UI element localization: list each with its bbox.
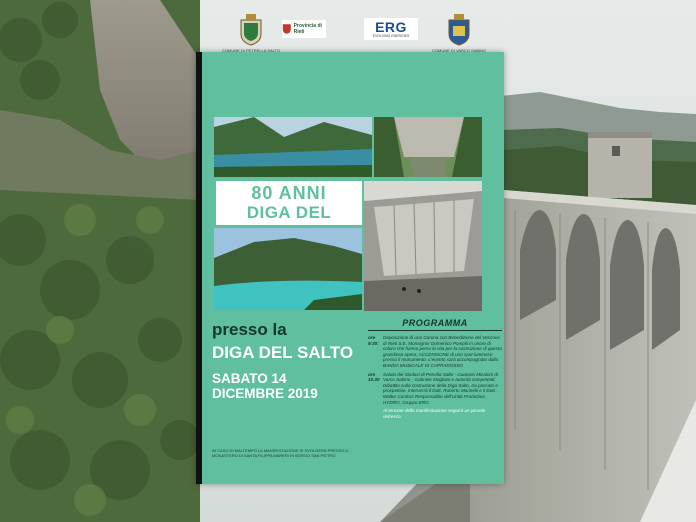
provincia-logo (282, 20, 326, 38)
erg-subtext: EVOLVING ENERGIES (372, 34, 410, 38)
photo-lake-valley (214, 117, 372, 177)
poster-shadow-edge (196, 52, 202, 484)
weather-note: IN CASO DI MALTEMPO LA MANIFESTAZIONE SI SVOLGERÀ PRESSO IL MONASTERO DI SANTA FILIPPA MARERI IN BORGO SAN PIETRO (212, 448, 349, 458)
event-date-day: SABATO 14 (212, 371, 287, 386)
programme-heading: PROGRAMMA (402, 318, 468, 328)
poster-title-block (216, 181, 362, 225)
programme-divider (368, 330, 502, 331)
event-date-month-year: DICEMBRE 2019 (212, 386, 318, 401)
programme-item (368, 335, 502, 369)
photo-lake-panorama (214, 228, 362, 310)
event-location: DIGA DEL SALTO (212, 343, 354, 362)
poster-title-name: DIGA DEL (246, 203, 332, 222)
programme-item (368, 372, 502, 406)
programme-time: ore 10.30 (368, 371, 380, 383)
photo-dam-historic (364, 181, 482, 311)
petrella-logo (222, 14, 280, 53)
programme-text: Saluto dei Sindaci di Petrella Salto - Gaetano Micaloni di Varco Sabino - Gabriele Magliani e autorità competenti. Dibattito sulla costruzione della Diga Salto, tra passato e prospettive. Interverrà il Dott. Roberto Marinelli e il Dott. Walter Cardoni Responsabile dell'Unità Produttiva HYDRO, Gruppo ERG. (383, 371, 498, 405)
petrella-caption: COMUNE DI PETRELLA SALTO (222, 48, 281, 53)
event-info (212, 321, 362, 401)
erg-text: ERG (375, 19, 407, 35)
programme (368, 318, 502, 419)
provincia-mark (282, 20, 326, 38)
poster-title-anniversary: 80 ANNI (251, 183, 327, 203)
varco-logo (432, 14, 486, 53)
varco-caption: COMUNE DI VARCO SABINO (432, 48, 487, 53)
programme-text: Deposizione di una Corona con Benedizione del Vescovo di Rieti S.E. Monsignor Domenico Pompili in onore di coloro che hanno perso la vita per la costruzione di questa grandiosa opera; ACCENSIONE di uno spot luminoso presso il monumento. L'evento sarà accompagnato dalla BANDA MUSICALE DI CAPRADOSSO (383, 335, 502, 368)
poster-header (202, 52, 504, 114)
provincia-shield-icon (282, 22, 292, 36)
presso-label: presso la (212, 320, 287, 339)
photo-dam-aerial (374, 117, 482, 177)
erg-mark (364, 18, 418, 40)
programme-closing: Al termine della manifestazione seguirà un piccolo rinfresco. (383, 408, 486, 419)
erg-logo (364, 18, 418, 40)
coat-of-arms-icon (238, 14, 264, 46)
coat-of-arms-icon (446, 14, 472, 46)
programme-time: ore 9:30: (368, 335, 379, 346)
event-date (212, 371, 362, 401)
provincia-text: Provincia di Rieti (293, 23, 322, 35)
